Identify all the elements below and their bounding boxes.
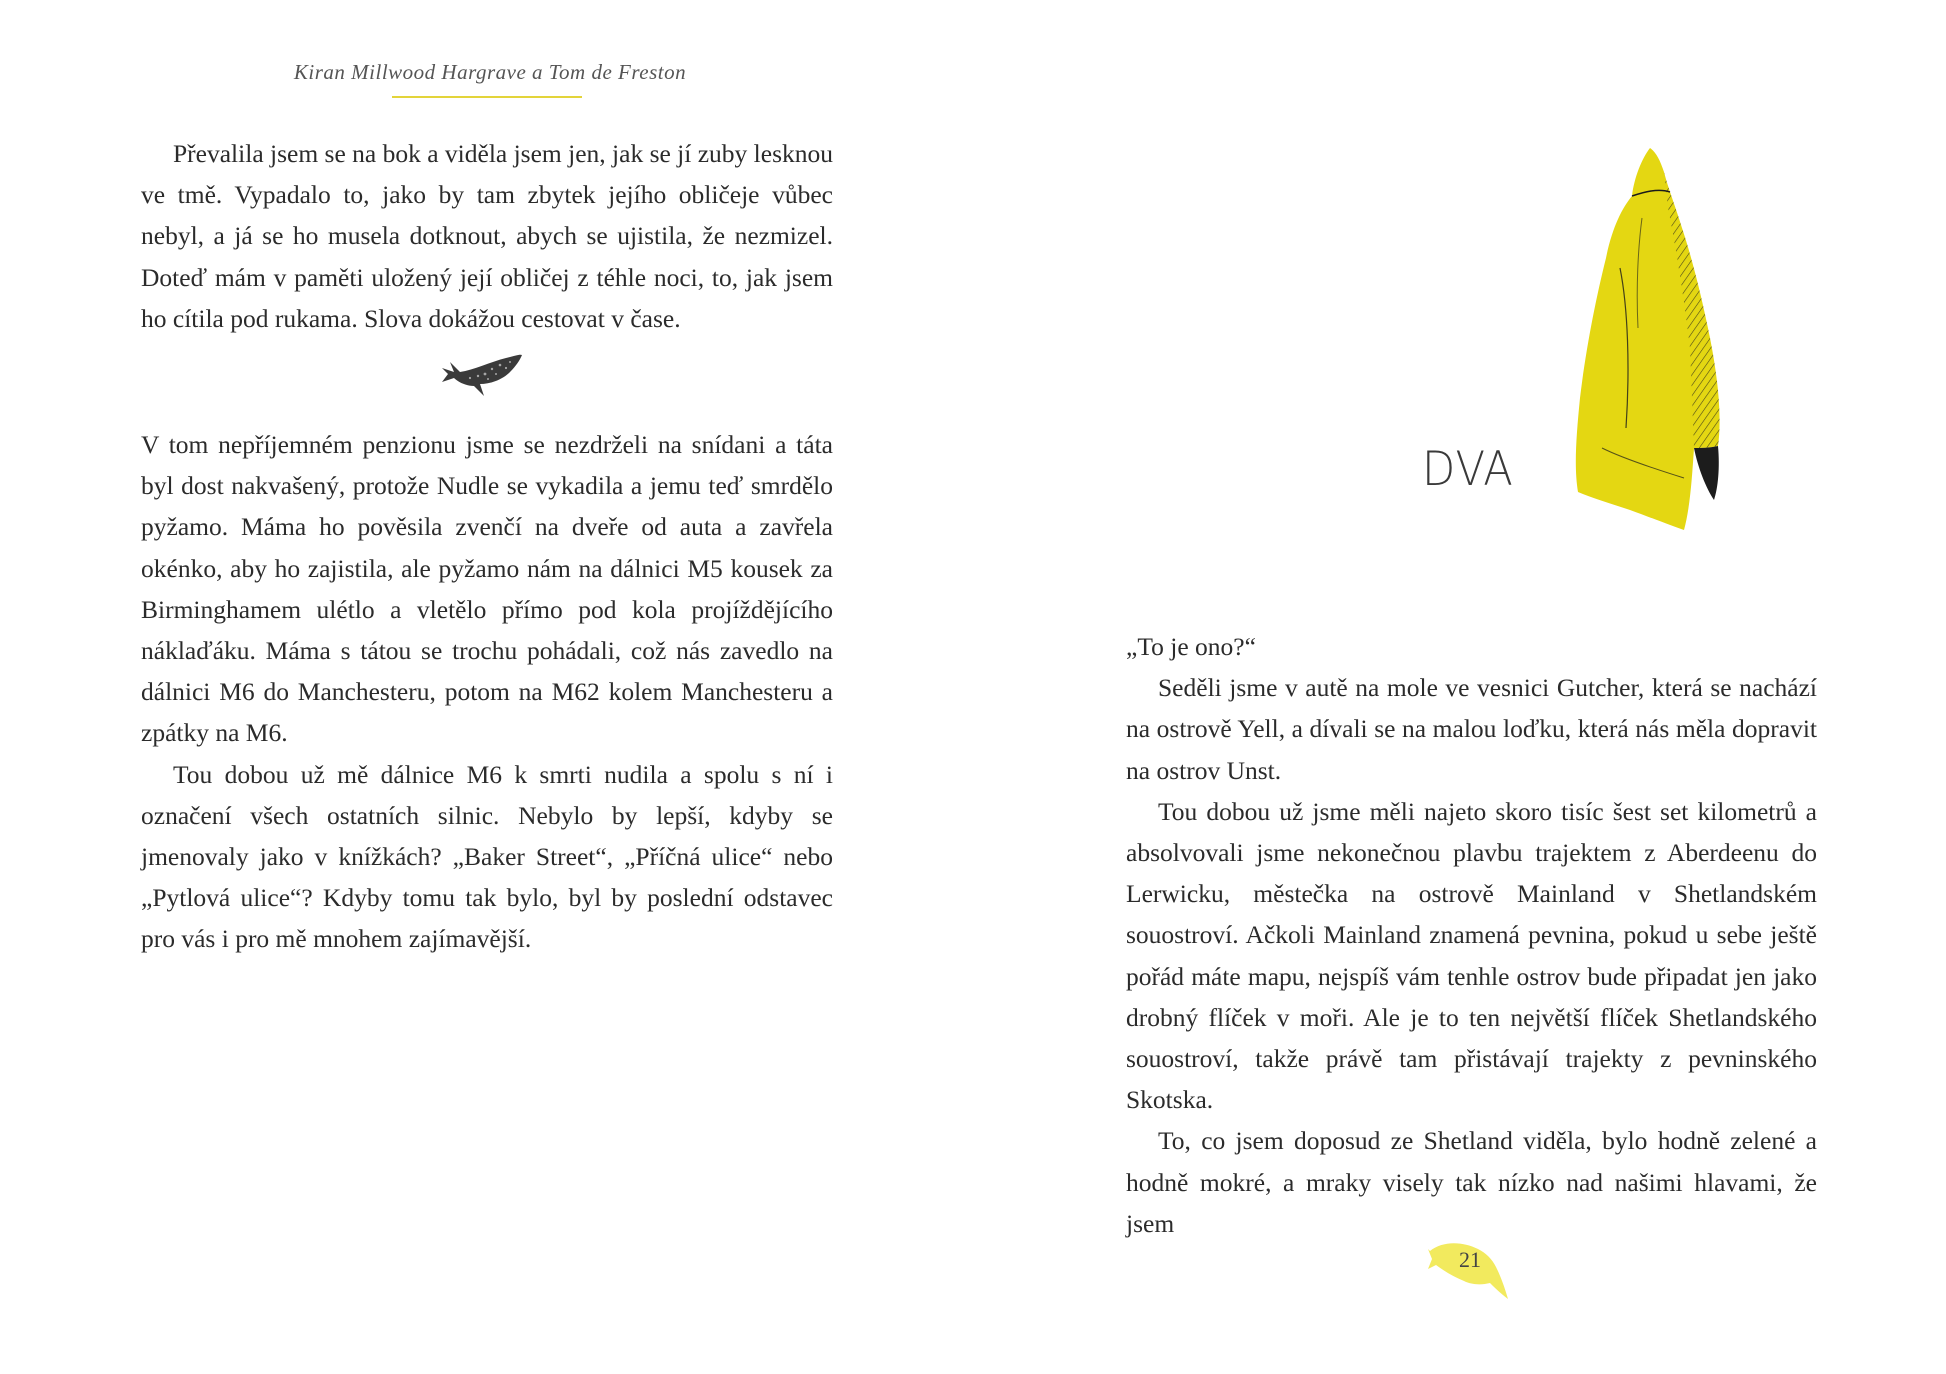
paragraph: Převalila jsem se na bok a viděla jsem jen, jak se jí zuby lesknou ve tmě. Vypadalo to, jako by tam zbytek jejího obličeje vůbec nebyl, a já se ho musela dotknout, abych se ujistila, že nezmizel. Doteď mám v paměti uložený její obličej z téhle noci, to, jak jsem ho cítila pod rukama. Slova dokážou cestovat v čase.	[141, 139, 833, 333]
right-page-text	[1126, 626, 1817, 1244]
page-number: 21	[1459, 1247, 1481, 1272]
paragraph: V tom nepříjemném penzionu jsme se nezdrželi na snídani a táta byl dost nakvašený, protože Nudle se vykadila a jemu teď smrdělo pyžamo. Máma ho pověsila zvenčí na dveře od auta a zavřela okénko, aby ho zajistila, ale pyžamo nám na dálnici M5 kousek za Birminghamem ulétlo a vletělo přímo pod kola projíždějícího náklaďáku. Máma s tátou se trochu pohádali, což nás zavedlo na dálnici M6 do Manchesteru, potom na M62 kolem Manchesteru a zpátky na M6.	[141, 430, 833, 748]
paragraph: Seděli jsme v autě na mole ve vesnici Gutcher, která se nachází na ostrově Yell, a dívali se na malou loďku, která nás měla dopravit na ostrov Unst.	[1126, 673, 1817, 785]
section-1-text	[141, 133, 833, 339]
shark-icon	[440, 352, 524, 400]
paragraph: Tou dobou už jsme měli najeto skoro tisíc šest set kilometrů a absolvovali jsme nekonečnou plavbu trajektem z Aberdeenu do Lerwicku, městečka na ostrově Mainland v Shetlandském souostroví. Ačkoli Mainland znamená pevnina, pokud u sebe ještě pořád máte mapu, nejspíš vám tenhle ostrov bude připadat jen jako drobný flíček v moři. Ale je to ten největší flíček Shetlandského souostroví, takže právě tam přistávají trajekty z pevninského Skotska.	[1126, 796, 1817, 1115]
section-2-text	[141, 424, 833, 960]
running-head: Kiran Millwood Hargrave a Tom de Freston	[293, 60, 687, 84]
yellow-raincoat-icon	[1572, 148, 1724, 532]
running-head-rule	[392, 96, 582, 98]
paragraph: To, co jsem doposud ze Shetland viděla, bylo hodně zelené a hodně mokré, a mraky visely tak nízko nad našimi hlavami, že jsem	[1126, 1126, 1817, 1238]
paragraph: „To je ono?“	[1126, 632, 1256, 661]
paragraph: Tou dobou už mě dálnice M6 k smrti nudila a spolu s ní i označení všech ostatních silnic. Nebylo by lepší, kdyby se jmenovaly jako v knížkách? „Baker Street“, „Příčná ulice“ nebo „Pytlová ulice“? Kdyby tomu tak bylo, byl by poslední odstavec pro vás i pro mě mnohem zajímavější.	[141, 759, 833, 954]
chapter-title: DVA	[1422, 442, 1514, 497]
